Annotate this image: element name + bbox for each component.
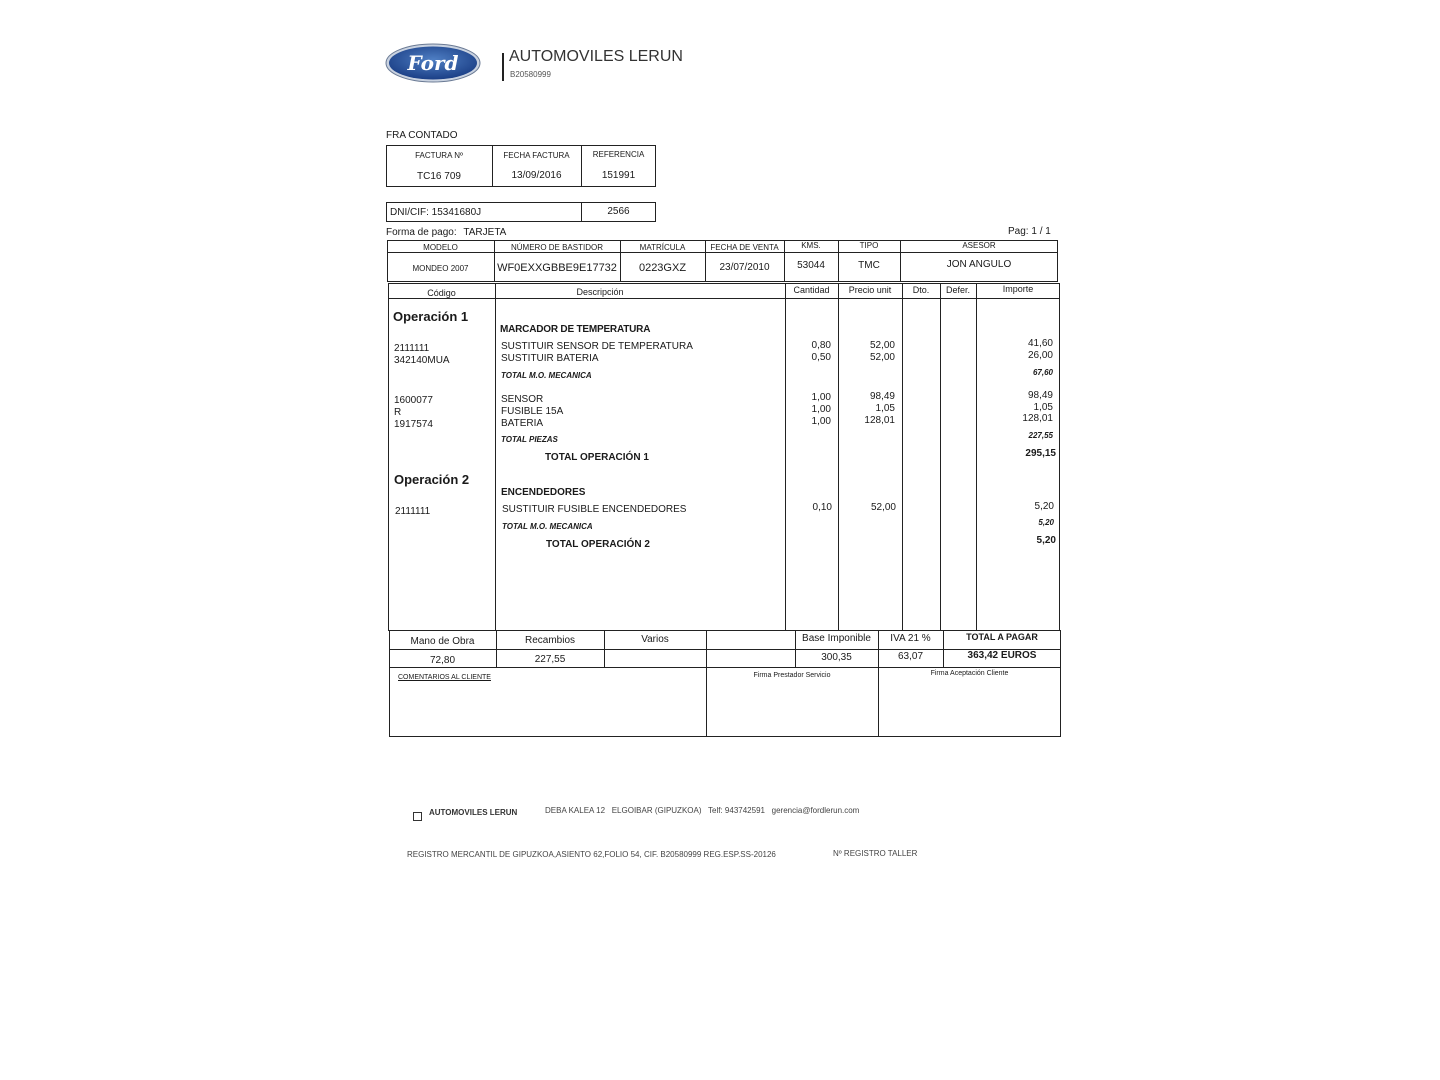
recambios-label: Recambios — [524, 635, 576, 646]
line-amount: 128,01 — [1022, 413, 1053, 424]
mano-obra-label: Mano de Obra — [410, 636, 475, 647]
line-code: 1600077 — [394, 395, 433, 406]
vehicle-header-kms: KMS. — [801, 241, 821, 250]
vehicle-header-matricula: MATRÍCULA — [639, 243, 686, 252]
footer-registry: REGISTRO MERCANTIL DE GIPUZKOA,ASIENTO 62,FOLIO 54, CIF. B20580999 REG.ESP.SS-20126 — [407, 850, 776, 859]
lines-table — [388, 283, 1060, 631]
base-value: 300,35 — [821, 652, 852, 663]
lines-header-codigo: Código — [427, 288, 456, 298]
vehicle-header-tipo: TIPO — [859, 241, 879, 250]
referencia-value: 151991 — [601, 170, 636, 181]
lines-header-cantidad: Cantidad — [793, 285, 830, 295]
footer-company: AUTOMOVILES LERUN — [429, 808, 518, 817]
factura-label: FACTURA Nº — [415, 151, 463, 160]
operation-2-group: ENCENDEDORES — [501, 487, 586, 498]
line-desc: SUSTITUIR BATERIA — [501, 353, 599, 364]
line-price: 98,49 — [869, 391, 895, 402]
payment-method — [386, 227, 506, 238]
company-name: AUTOMOVILES LERUN — [509, 48, 683, 65]
line-price: 1,05 — [875, 403, 895, 414]
operation-1-title: Operación 1 — [393, 309, 469, 324]
line-desc: SUSTITUIR FUSIBLE ENCENDEDORES — [502, 504, 687, 515]
company-cif: B20580999 — [510, 70, 551, 79]
operation-1-group: MARCADOR DE TEMPERATURA — [500, 324, 651, 335]
lines-header-dto: Dto. — [912, 285, 930, 295]
fecha-value: 13/09/2016 — [511, 170, 562, 181]
line-qty: 1,00 — [811, 416, 831, 427]
payment-method-value: TARJETA — [463, 227, 507, 238]
fecha-label: FECHA FACTURA — [503, 151, 570, 160]
line-qty: 0,10 — [812, 502, 832, 513]
operation-1-total-label: TOTAL OPERACIÓN 1 — [545, 452, 649, 463]
vehicle-header-asesor: ASESOR — [962, 241, 996, 250]
labor-total-label: TOTAL M.O. MECANICA — [502, 522, 593, 531]
footer-taller: Nº REGISTRO TALLER — [833, 849, 918, 858]
footer-address: DEBA KALEA 12 ELGOIBAR (GIPUZKOA) Telf: 943742591 gerencia@fordlerun.com — [545, 806, 860, 815]
page-number: Pag: 1 / 1 — [1008, 226, 1051, 237]
labor-total: 5,20 — [1038, 518, 1054, 527]
line-price: 52,00 — [869, 352, 895, 363]
ford-oval-icon — [385, 43, 481, 83]
varios-label: Varios — [641, 634, 669, 645]
parts-total-label: TOTAL PIEZAS — [501, 435, 558, 444]
vehicle-modelo: MONDEO 2007 — [412, 264, 469, 273]
operation-2-total-label: TOTAL OPERACIÓN 2 — [546, 539, 650, 550]
lines-header-descripcion: Descripción — [576, 287, 624, 297]
total-label: TOTAL A PAGAR — [966, 632, 1038, 642]
line-amount: 26,00 — [1027, 350, 1053, 361]
ford-logo — [385, 43, 481, 83]
line-price: 128,01 — [864, 415, 895, 426]
svg-text:Ford: Ford — [407, 51, 459, 75]
client-dni: DNI/CIF: 15341680J — [390, 207, 482, 218]
labor-total: 67,60 — [1032, 368, 1053, 377]
line-price: 52,00 — [869, 340, 895, 351]
iva-label: IVA 21 % — [890, 633, 931, 644]
line-amount: 1,05 — [1033, 402, 1053, 413]
recambios-value: 227,55 — [534, 654, 566, 665]
line-code: 1917574 — [394, 419, 433, 430]
vehicle-asesor: JON ANGULO — [946, 259, 1012, 270]
line-price: 52,00 — [870, 502, 896, 513]
operation-2-total: 5,20 — [1036, 535, 1056, 546]
vehicle-tipo: TMC — [858, 260, 880, 271]
vehicle-bastidor: WF0EXXGBBE9E17732 — [497, 262, 617, 274]
line-code: 2111111 — [394, 343, 430, 354]
referencia-label: REFERENCIA — [592, 150, 645, 159]
operation-2-title: Operación 2 — [394, 472, 470, 487]
vehicle-fecha-venta: 23/07/2010 — [719, 262, 770, 273]
line-desc: BATERIA — [501, 418, 544, 429]
vehicle-header-modelo: MODELO — [423, 243, 458, 252]
line-amount: 41,60 — [1027, 338, 1053, 349]
mano-obra-value: 72,80 — [429, 655, 456, 666]
firma-cliente-label: Firma Aceptación Cliente — [930, 670, 1009, 677]
base-label: Base Imponible — [802, 633, 871, 644]
operation-1-total: 295,15 — [1025, 448, 1056, 459]
line-qty: 0,50 — [811, 352, 831, 363]
client-code: 2566 — [607, 206, 630, 217]
footer-checkbox-icon — [413, 812, 422, 821]
lines-header-defer: Defer. — [945, 285, 970, 295]
line-code: 342140MUA — [394, 355, 450, 366]
parts-total: 227,55 — [1028, 431, 1053, 440]
line-desc: SENSOR — [501, 394, 544, 405]
line-code: R — [394, 407, 402, 418]
comments-label: COMENTARIOS AL CLIENTE — [398, 674, 491, 681]
line-desc: SUSTITUIR SENSOR DE TEMPERATURA — [501, 341, 693, 352]
labor-total-label: TOTAL M.O. MECANICA — [501, 371, 592, 380]
lines-header-precio: Precio unit — [848, 285, 892, 295]
line-amount: 5,20 — [1034, 501, 1054, 512]
header-divider — [502, 53, 504, 81]
iva-value: 63,07 — [897, 651, 924, 662]
line-qty: 1,00 — [811, 404, 831, 415]
total-value: 363,42 EUROS — [967, 650, 1037, 661]
line-qty: 0,80 — [811, 340, 831, 351]
vehicle-matricula: 0223GXZ — [638, 262, 687, 274]
line-qty: 1,00 — [811, 392, 831, 403]
line-amount: 98,49 — [1027, 390, 1053, 401]
factura-value: TC16 709 — [417, 171, 461, 182]
line-code: 2111111 — [395, 506, 431, 517]
invoice-type: FRA CONTADO — [386, 130, 458, 141]
vehicle-header-bastidor: NÚMERO DE BASTIDOR — [510, 243, 603, 252]
line-desc: FUSIBLE 15A — [501, 406, 564, 417]
vehicle-header-fecha-venta: FECHA DE VENTA — [710, 243, 779, 252]
lines-header-importe: Importe — [1002, 284, 1034, 294]
firma-prestador-label: Firma Prestador Servicio — [753, 672, 831, 679]
vehicle-kms: 53044 — [797, 260, 825, 271]
payment-method-label: Forma de pago: — [386, 227, 457, 238]
